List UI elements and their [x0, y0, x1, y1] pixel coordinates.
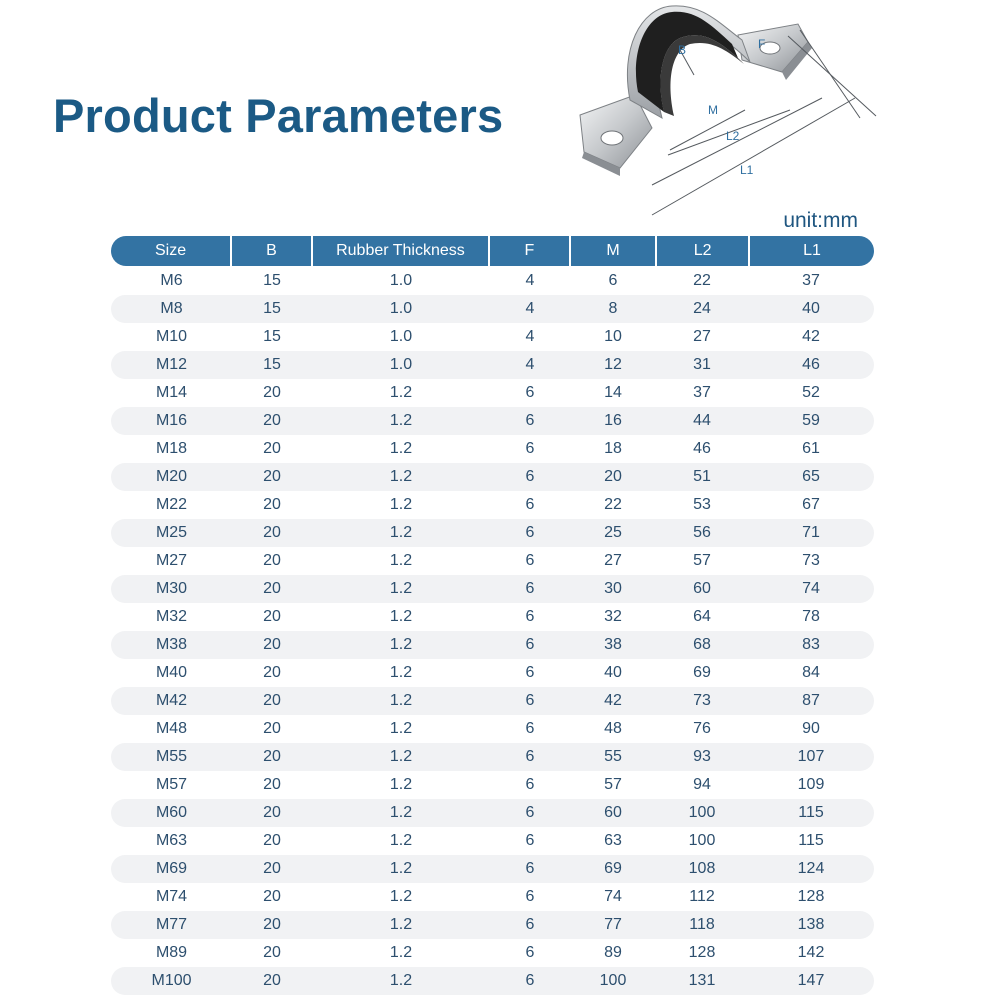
cell-b: 20 [263, 440, 281, 457]
cell-b: 20 [263, 776, 281, 793]
cell-l2: 64 [693, 608, 711, 625]
cell-l2: 108 [688, 860, 716, 877]
table-row [111, 743, 874, 771]
cell-f: 6 [525, 972, 535, 989]
cell-f: 4 [525, 328, 535, 345]
cell-rubber-thickness: 1.2 [389, 384, 413, 401]
cell-l1: 74 [802, 580, 820, 597]
cell-rubber-thickness: 1.2 [389, 636, 413, 653]
cell-f: 6 [525, 440, 535, 457]
cell-l2: 24 [693, 300, 711, 317]
table-row [111, 771, 874, 799]
pipe-clamp-diagram [560, 0, 900, 230]
cell-b: 20 [263, 860, 281, 877]
cell-rubber-thickness: 1.2 [389, 496, 413, 513]
cell-b: 20 [263, 608, 281, 625]
cell-size: M27 [155, 552, 188, 569]
cell-rubber-thickness: 1.2 [389, 440, 413, 457]
table-row [111, 939, 874, 967]
cell-l2: 68 [693, 636, 711, 653]
cell-b: 20 [263, 832, 281, 849]
cell-m: 69 [604, 860, 622, 877]
cell-f: 6 [525, 552, 535, 569]
cell-f: 6 [525, 832, 535, 849]
cell-rubber-thickness: 1.2 [389, 944, 413, 961]
table-row [111, 435, 874, 463]
cell-b: 15 [263, 356, 281, 373]
cell-b: 15 [263, 328, 281, 345]
cell-b: 20 [263, 888, 281, 905]
cell-l2: 22 [693, 272, 711, 289]
cell-rubber-thickness: 1.2 [389, 748, 413, 765]
cell-rubber-thickness: 1.2 [389, 580, 413, 597]
table-header-row [111, 236, 874, 266]
parameters-table [111, 236, 874, 995]
cell-size: M6 [160, 272, 183, 289]
cell-f: 6 [525, 496, 535, 513]
cell-size: M18 [155, 440, 188, 457]
cell-l2: 51 [693, 468, 711, 485]
dimension-label-b: B [678, 43, 687, 57]
cell-l2: 69 [693, 664, 711, 681]
cell-b: 15 [263, 300, 281, 317]
cell-rubber-thickness: 1.2 [389, 916, 413, 933]
cell-l1: 40 [802, 300, 820, 317]
cell-m: 57 [604, 776, 622, 793]
cell-m: 32 [604, 608, 622, 625]
cell-size: M74 [155, 888, 188, 905]
cell-l2: 128 [688, 944, 716, 961]
cell-m: 10 [604, 328, 622, 345]
cell-f: 6 [525, 664, 535, 681]
cell-f: 6 [525, 384, 535, 401]
column-header-size: Size [111, 236, 232, 266]
cell-size: M100 [151, 972, 192, 989]
cell-l1: 128 [797, 888, 825, 905]
cell-size: M55 [155, 748, 188, 765]
table-row [111, 855, 874, 883]
table-row [111, 631, 874, 659]
table-row [111, 687, 874, 715]
cell-l2: 60 [693, 580, 711, 597]
cell-l1: 73 [802, 552, 820, 569]
cell-l1: 142 [797, 944, 825, 961]
table-row [111, 911, 874, 939]
cell-rubber-thickness: 1.2 [389, 412, 413, 429]
cell-rubber-thickness: 1.2 [389, 468, 413, 485]
cell-b: 20 [263, 552, 281, 569]
cell-f: 6 [525, 944, 535, 961]
dimension-label-l1: L1 [740, 163, 754, 177]
cell-m: 18 [604, 440, 622, 457]
cell-f: 6 [525, 804, 535, 821]
cell-f: 6 [525, 720, 535, 737]
cell-m: 60 [604, 804, 622, 821]
cell-l1: 71 [802, 524, 820, 541]
table-row [111, 491, 874, 519]
cell-rubber-thickness: 1.2 [389, 776, 413, 793]
cell-f: 6 [525, 748, 535, 765]
cell-b: 20 [263, 916, 281, 933]
cell-f: 6 [525, 580, 535, 597]
cell-rubber-thickness: 1.2 [389, 524, 413, 541]
cell-l2: 112 [689, 888, 715, 905]
cell-size: M30 [155, 580, 188, 597]
cell-f: 6 [525, 776, 535, 793]
cell-l2: 100 [688, 804, 716, 821]
cell-l2: 27 [693, 328, 711, 345]
cell-l1: 37 [802, 272, 820, 289]
cell-l1: 115 [798, 804, 824, 821]
cell-m: 38 [604, 636, 622, 653]
cell-size: M77 [155, 916, 188, 933]
cell-size: M60 [155, 804, 188, 821]
cell-rubber-thickness: 1.0 [389, 356, 413, 373]
cell-b: 20 [263, 972, 281, 989]
cell-size: M12 [155, 356, 188, 373]
cell-rubber-thickness: 1.0 [389, 300, 413, 317]
cell-m: 6 [608, 272, 618, 289]
cell-l1: 65 [802, 468, 820, 485]
cell-b: 20 [263, 664, 281, 681]
table-row [111, 463, 874, 491]
cell-l2: 100 [688, 832, 716, 849]
cell-rubber-thickness: 1.2 [389, 552, 413, 569]
cell-m: 22 [604, 496, 622, 513]
cell-l1: 83 [802, 636, 820, 653]
column-header-l2: L2 [657, 236, 750, 266]
table-row [111, 603, 874, 631]
cell-l1: 109 [797, 776, 825, 793]
column-header-rubber-thickness: Rubber Thickness [313, 236, 490, 266]
table-row [111, 659, 874, 687]
column-header-l1: L1 [803, 242, 821, 259]
cell-size: M38 [155, 636, 188, 653]
cell-size: M48 [155, 720, 188, 737]
cell-l2: 37 [693, 384, 711, 401]
cell-f: 6 [525, 468, 535, 485]
cell-size: M57 [155, 776, 188, 793]
cell-b: 20 [263, 944, 281, 961]
cell-l1: 90 [802, 720, 820, 737]
cell-f: 6 [525, 860, 535, 877]
cell-m: 63 [604, 832, 622, 849]
cell-m: 27 [604, 552, 622, 569]
cell-b: 15 [263, 272, 281, 289]
cell-l2: 73 [693, 692, 711, 709]
cell-l1: 42 [802, 328, 820, 345]
cell-size: M10 [155, 328, 188, 345]
cell-b: 20 [263, 636, 281, 653]
cell-l2: 118 [689, 916, 715, 933]
cell-size: M14 [155, 384, 188, 401]
cell-m: 74 [604, 888, 622, 905]
table-body [111, 267, 874, 995]
cell-size: M8 [160, 300, 183, 317]
cell-l1: 115 [798, 832, 824, 849]
cell-f: 4 [525, 300, 535, 317]
cell-m: 48 [604, 720, 622, 737]
column-header-b: B [232, 236, 313, 266]
cell-b: 20 [263, 804, 281, 821]
cell-rubber-thickness: 1.2 [389, 664, 413, 681]
table-row [111, 547, 874, 575]
cell-size: M40 [155, 664, 188, 681]
cell-m: 20 [604, 468, 622, 485]
cell-size: M22 [155, 496, 188, 513]
cell-l2: 93 [693, 748, 711, 765]
cell-b: 20 [263, 692, 281, 709]
cell-l2: 46 [693, 440, 711, 457]
cell-rubber-thickness: 1.2 [389, 888, 413, 905]
cell-l2: 53 [693, 496, 711, 513]
cell-b: 20 [263, 496, 281, 513]
clamp-body [580, 6, 812, 176]
cell-b: 20 [263, 384, 281, 401]
cell-rubber-thickness: 1.0 [389, 328, 413, 345]
cell-size: M25 [155, 524, 188, 541]
cell-l1: 46 [802, 356, 820, 373]
cell-l1: 84 [802, 664, 820, 681]
table-row [111, 827, 874, 855]
cell-m: 8 [608, 300, 618, 317]
cell-l1: 78 [802, 608, 820, 625]
cell-rubber-thickness: 1.2 [389, 860, 413, 877]
cell-f: 6 [525, 888, 535, 905]
cell-m: 42 [604, 692, 622, 709]
cell-size: M32 [155, 608, 188, 625]
table-row [111, 967, 874, 995]
table-row [111, 715, 874, 743]
table-row [111, 799, 874, 827]
cell-l1: 87 [802, 692, 820, 709]
cell-b: 20 [263, 580, 281, 597]
page-title: Product Parameters [53, 89, 504, 142]
table-row [111, 267, 874, 295]
cell-l2: 44 [693, 412, 711, 429]
cell-f: 4 [525, 356, 535, 373]
cell-m: 55 [604, 748, 622, 765]
dimension-label-f: F [758, 37, 766, 51]
cell-l2: 31 [693, 356, 711, 373]
table-row [111, 379, 874, 407]
column-header-m: M [571, 236, 658, 266]
column-header-f: F [490, 236, 571, 266]
cell-b: 20 [263, 720, 281, 737]
cell-rubber-thickness: 1.2 [389, 692, 413, 709]
cell-l2: 131 [688, 972, 716, 989]
cell-rubber-thickness: 1.0 [389, 272, 413, 289]
table-row [111, 351, 874, 379]
cell-m: 12 [604, 356, 622, 373]
table-row [111, 323, 874, 351]
dimension-label-m: M [708, 103, 718, 117]
cell-size: M20 [155, 468, 188, 485]
table-row [111, 295, 874, 323]
cell-rubber-thickness: 1.2 [389, 972, 413, 989]
cell-f: 6 [525, 916, 535, 933]
unit-label: unit:mm [783, 209, 858, 232]
cell-b: 20 [263, 468, 281, 485]
cell-l2: 56 [693, 524, 711, 541]
cell-l1: 59 [802, 412, 820, 429]
cell-m: 40 [604, 664, 622, 681]
table-row [111, 575, 874, 603]
cell-l2: 57 [693, 552, 711, 569]
cell-rubber-thickness: 1.2 [389, 832, 413, 849]
dimension-label-l2: L2 [726, 129, 740, 143]
cell-l1: 124 [797, 860, 825, 877]
cell-l2: 94 [693, 776, 711, 793]
cell-m: 30 [604, 580, 622, 597]
cell-f: 6 [525, 692, 535, 709]
cell-l1: 147 [797, 972, 825, 989]
cell-m: 89 [604, 944, 622, 961]
cell-l1: 107 [797, 748, 825, 765]
cell-l1: 52 [802, 384, 820, 401]
cell-m: 14 [604, 384, 622, 401]
cell-b: 20 [263, 748, 281, 765]
cell-b: 20 [263, 524, 281, 541]
cell-l1: 61 [802, 440, 820, 457]
cell-l1: 67 [802, 496, 820, 513]
cell-size: M16 [155, 412, 188, 429]
cell-m: 100 [599, 972, 627, 989]
cell-m: 77 [604, 916, 622, 933]
cell-size: M69 [155, 860, 188, 877]
cell-f: 6 [525, 636, 535, 653]
cell-f: 6 [525, 524, 535, 541]
table-row [111, 883, 874, 911]
cell-size: M63 [155, 832, 188, 849]
cell-f: 6 [525, 412, 535, 429]
table-row [111, 519, 874, 547]
cell-size: M42 [155, 692, 188, 709]
cell-b: 20 [263, 412, 281, 429]
cell-l1: 138 [797, 916, 825, 933]
cell-f: 6 [525, 608, 535, 625]
cell-rubber-thickness: 1.2 [389, 608, 413, 625]
cell-f: 4 [525, 272, 535, 289]
cell-size: M89 [155, 944, 188, 961]
table-row [111, 407, 874, 435]
cell-rubber-thickness: 1.2 [389, 804, 413, 821]
cell-rubber-thickness: 1.2 [389, 720, 413, 737]
cell-m: 16 [604, 412, 622, 429]
cell-l2: 76 [693, 720, 711, 737]
cell-m: 25 [604, 524, 622, 541]
